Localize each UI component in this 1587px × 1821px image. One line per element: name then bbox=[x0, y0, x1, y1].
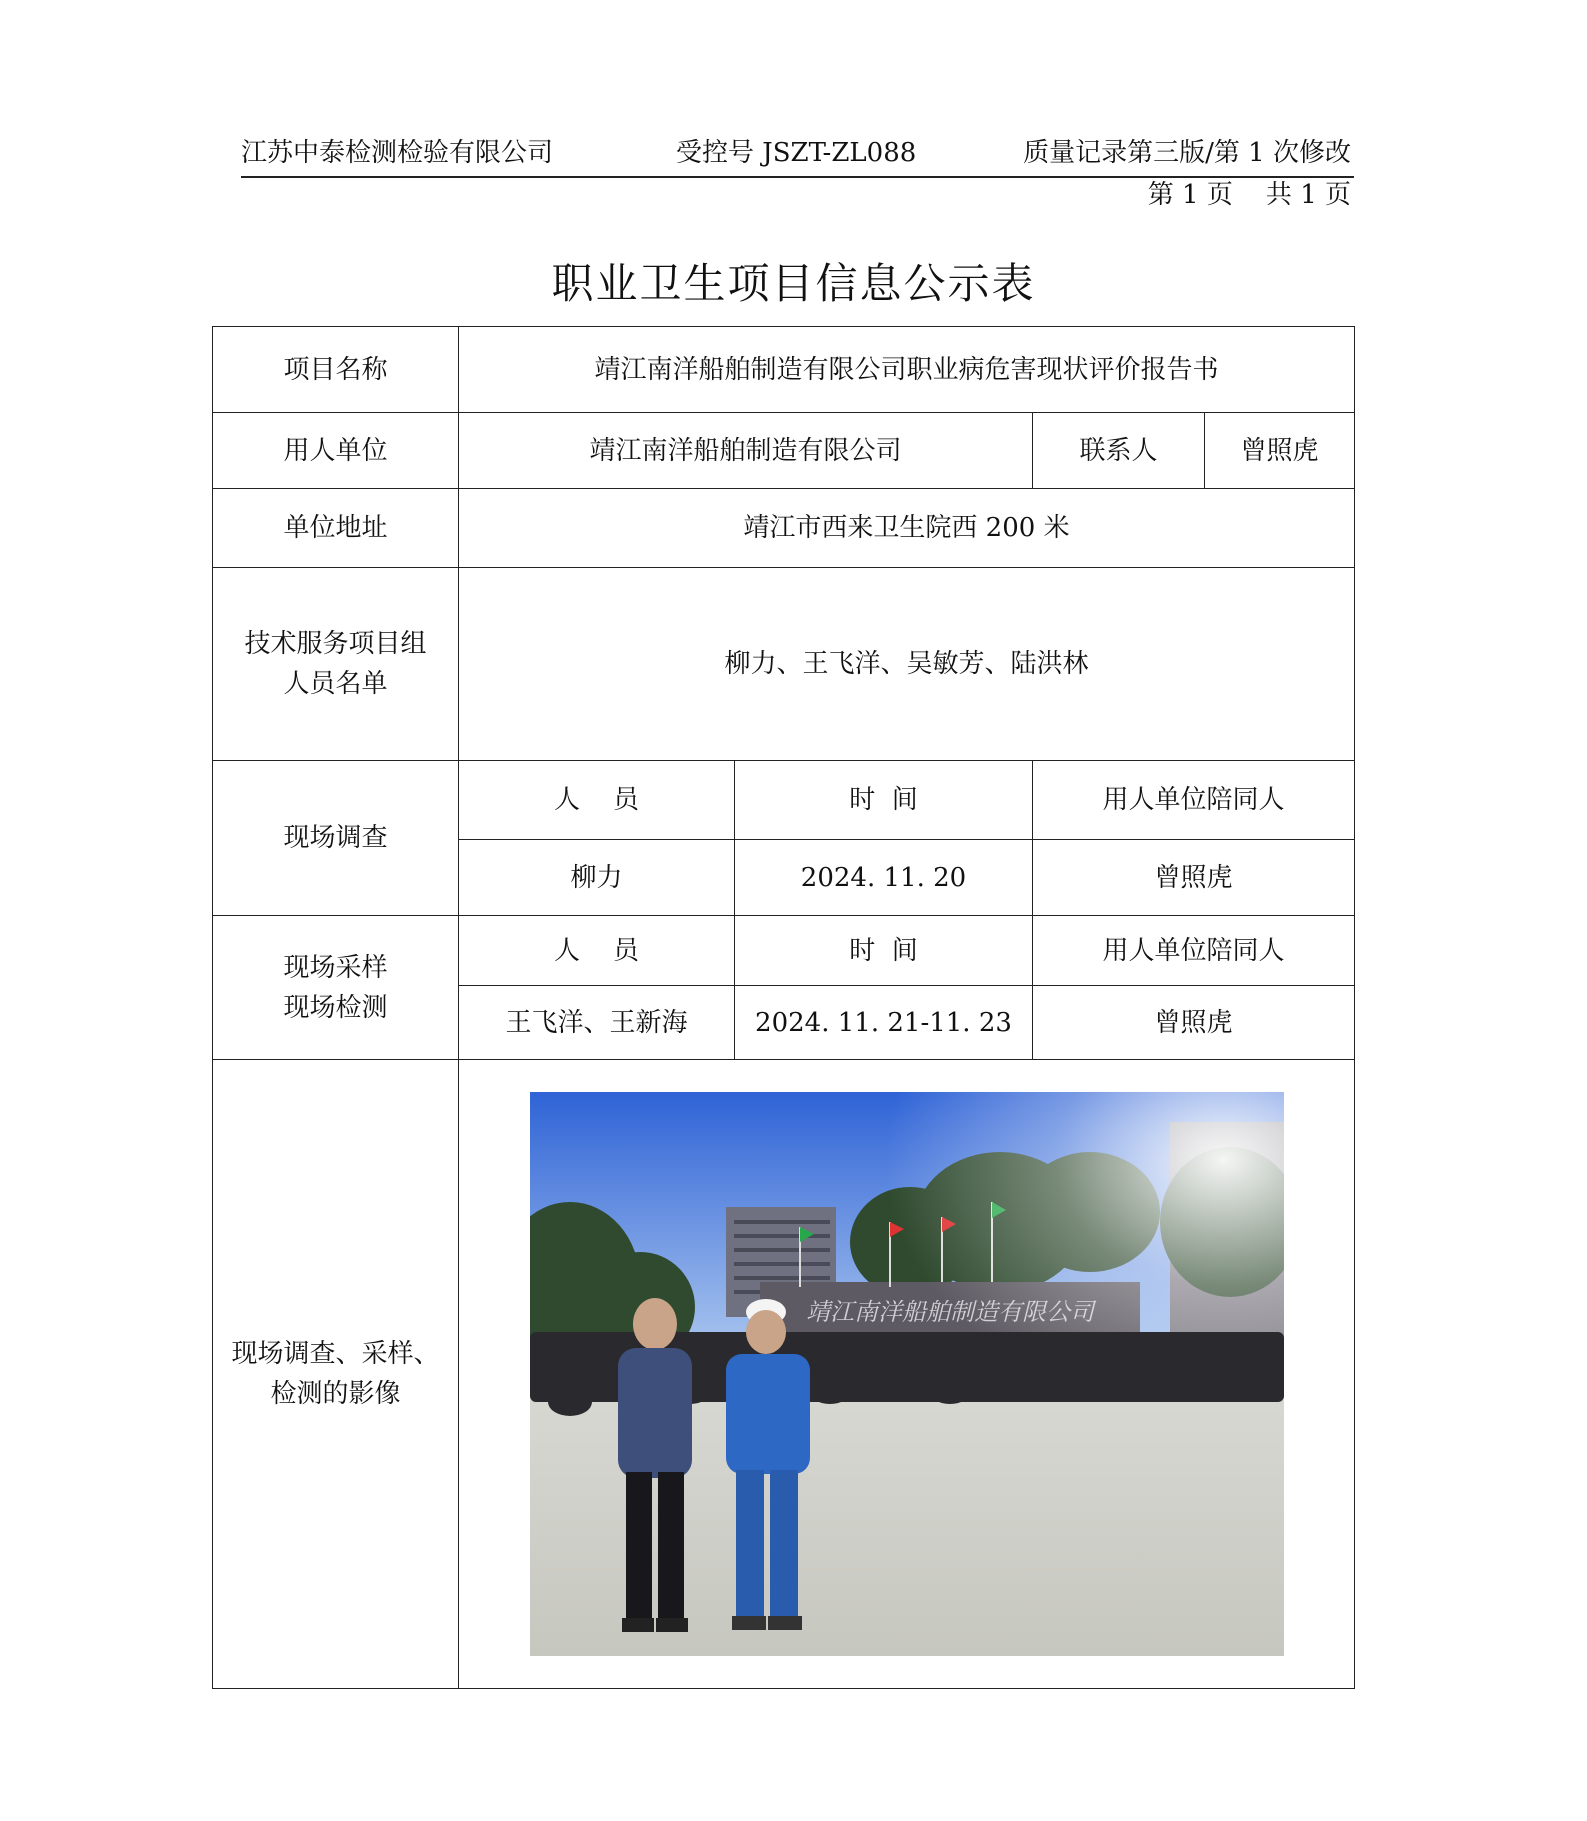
row-project-name bbox=[213, 327, 1355, 413]
row-employer bbox=[213, 413, 1355, 489]
employer-value: 靖江南洋船舶制造有限公司 bbox=[459, 413, 1033, 489]
sampling-time: 2024. 11. 21-11. 23 bbox=[735, 986, 1033, 1060]
survey-col-time: 时 间 bbox=[735, 761, 1033, 840]
row-address bbox=[213, 489, 1355, 568]
sampling-label: 现场采样 现场检测 bbox=[213, 916, 459, 1060]
survey-col-personnel: 人 员 bbox=[459, 761, 735, 840]
document-title: 职业卫生项目信息公示表 bbox=[551, 259, 1036, 308]
site-photo bbox=[530, 1092, 1284, 1656]
address-label: 单位地址 bbox=[213, 489, 459, 568]
header-control-number: 受控号 JSZT-ZL088 bbox=[676, 138, 917, 168]
team-label: 技术服务项目组 人员名单 bbox=[213, 568, 459, 761]
sampling-col-personnel: 人 员 bbox=[459, 916, 735, 986]
survey-personnel: 柳力 bbox=[459, 840, 735, 916]
survey-escort: 曾照虎 bbox=[1033, 840, 1355, 916]
header-revision: 质量记录第三版/第 1 次修改 bbox=[1023, 138, 1351, 168]
survey-col-escort: 用人单位陪同人 bbox=[1033, 761, 1355, 840]
page-info: 第 1 页 共 1 页 bbox=[1147, 180, 1351, 210]
project-name-value: 靖江南洋船舶制造有限公司职业病危害现状评价报告书 bbox=[459, 327, 1355, 413]
survey-time: 2024. 11. 20 bbox=[735, 840, 1033, 916]
row-sampling-header bbox=[213, 916, 1355, 986]
survey-label: 现场调查 bbox=[213, 761, 459, 916]
site-photo-illustration bbox=[530, 1092, 1284, 1656]
row-team bbox=[213, 568, 1355, 761]
employer-label: 用人单位 bbox=[213, 413, 459, 489]
project-name-label: 项目名称 bbox=[213, 327, 459, 413]
address-value: 靖江市西来卫生院西 200 米 bbox=[459, 489, 1355, 568]
contact-label: 联系人 bbox=[1033, 413, 1205, 489]
sampling-col-time: 时 间 bbox=[735, 916, 1033, 986]
photo-cell bbox=[459, 1060, 1355, 1689]
sampling-col-escort: 用人单位陪同人 bbox=[1033, 916, 1355, 986]
row-photo bbox=[213, 1060, 1355, 1689]
sampling-personnel: 王飞洋、王新海 bbox=[459, 986, 735, 1060]
info-table bbox=[212, 326, 1355, 1689]
header-company: 江苏中泰检测检验有限公司 bbox=[241, 138, 554, 168]
row-survey-header bbox=[213, 761, 1355, 840]
team-value: 柳力、王飞洋、吴敏芳、陆洪林 bbox=[459, 568, 1355, 761]
contact-value: 曾照虎 bbox=[1205, 413, 1355, 489]
photo-label: 现场调查、采样、 检测的影像 bbox=[213, 1060, 459, 1689]
sampling-escort: 曾照虎 bbox=[1033, 986, 1355, 1060]
